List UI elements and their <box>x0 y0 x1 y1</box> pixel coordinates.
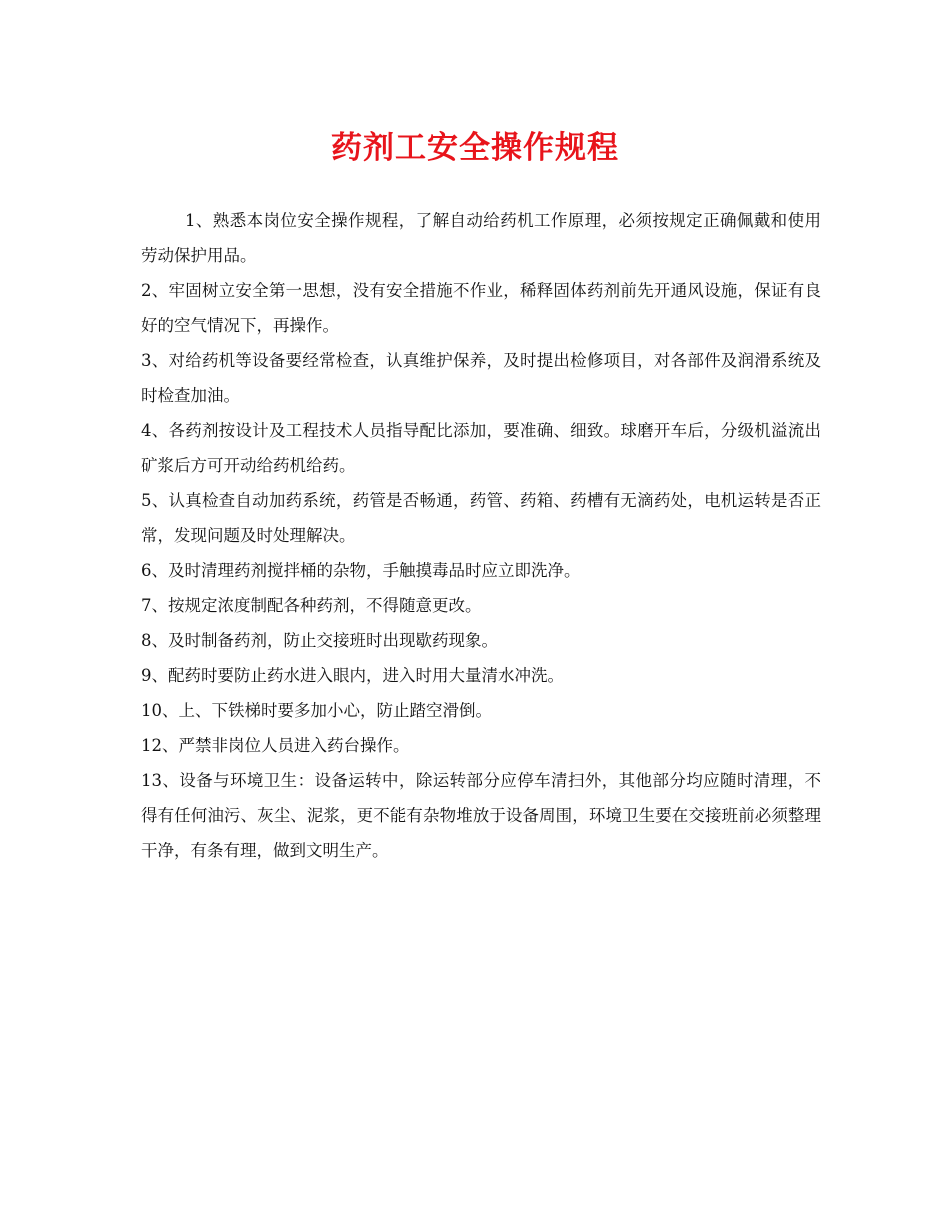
rule-item-12: 12、严禁非岗位人员进入药台操作。 <box>141 736 410 755</box>
rule-item-7: 7、按规定浓度制配各种药剂，不得随意更改。 <box>141 596 482 615</box>
rule-item-5: 5、认真检查自动加药系统，药管是否畅通，药管、药箱、药槽有无滴药处，电机运转是否正常，发现问题及时处理解决。 <box>141 491 821 545</box>
rule-item-1: 1、熟悉本岗位安全操作规程，了解自动给药机工作原理，必须按规定正确佩戴和使用劳动保护用品。 <box>141 211 821 265</box>
rule-item-6: 6、及时清理药剂搅拌桶的杂物，手触摸毒品时应立即洗净。 <box>141 561 581 580</box>
document-body <box>141 203 821 868</box>
rule-item-10: 10、上、下铁梯时要多加小心，防止踏空滑倒。 <box>141 701 492 720</box>
rule-item-13: 13、设备与环境卫生：设备运转中，除运转部分应停车清扫外，其他部分均应随时清理，不得有任何油污、灰尘、泥浆，更不能有杂物堆放于设备周围，环境卫生要在交接班前必须整理干净，有条有理，做到文明生产。 <box>141 771 821 860</box>
rule-item-3: 3、对给药机等设备要经常检查，认真维护保养，及时提出检修项目，对各部件及润滑系统及时检查加油。 <box>141 351 821 405</box>
document-title: 药剂工安全操作规程 <box>331 130 619 166</box>
rule-item-8: 8、及时制备药剂，防止交接班时出现歇药现象。 <box>141 631 498 650</box>
rule-item-4: 4、各药剂按设计及工程技术人员指导配比添加，要准确、细致。球磨开车后，分级机溢流出矿浆后方可开动给药机给药。 <box>141 421 821 475</box>
rule-item-9: 9、配药时要防止药水进入眼内，进入时用大量清水冲洗。 <box>141 666 564 685</box>
rule-item-2: 2、牢固树立安全第一思想，没有安全措施不作业，稀释固体药剂前先开通风设施，保证有良好的空气情况下，再操作。 <box>141 281 821 335</box>
